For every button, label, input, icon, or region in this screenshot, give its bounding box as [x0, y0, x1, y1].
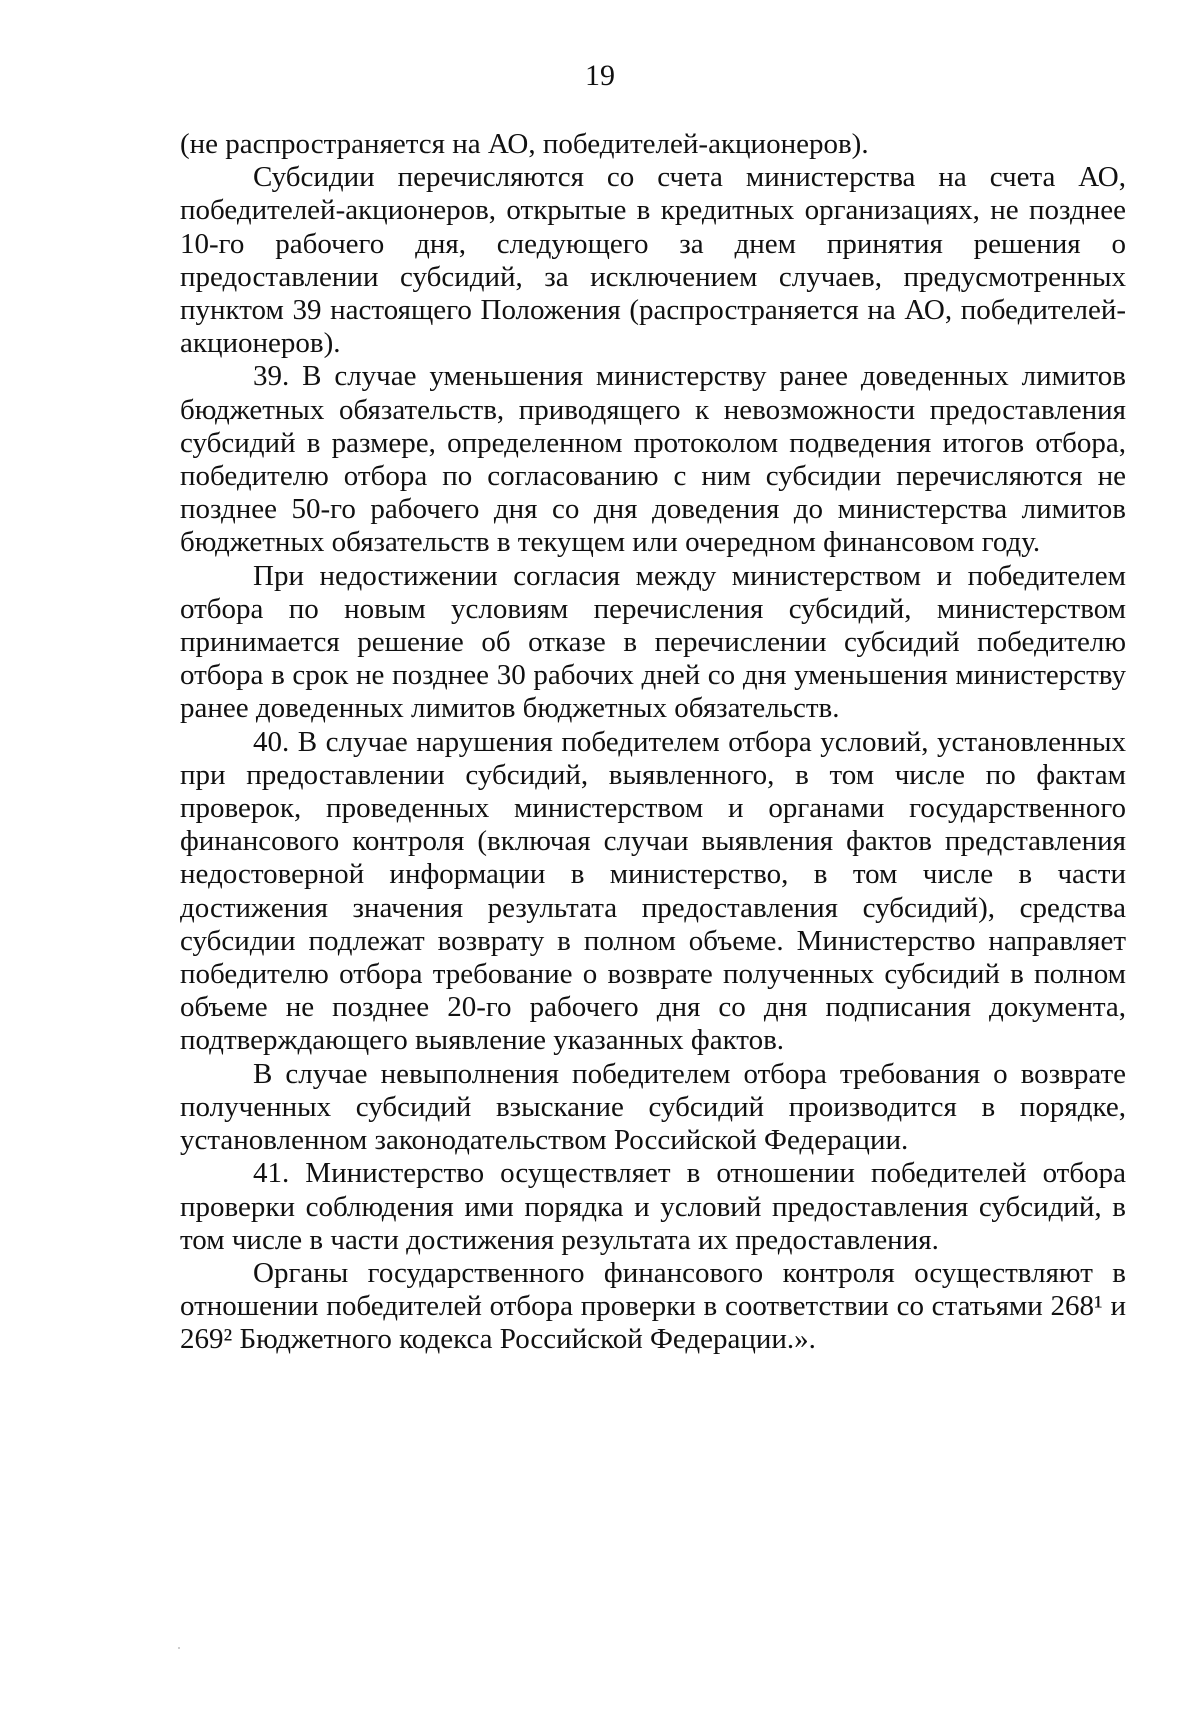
scan-artifact-dot [178, 1647, 180, 1649]
paragraph-financial-control: Органы государственного финансового контроля осуществляют в отношении победителей отбора проверки в соответствии со статьями 268¹ и 269² Бюджетного кодекса Российской Федерации.». [180, 1256, 1126, 1356]
page-number: 19 [585, 59, 615, 92]
paragraph-agreement-failure: При недостижении согласия между министерством и победителем отбора по новым условиям перечисления субсидий, министерством принимается решение об отказе в перечислении субсидий победителю отбора в срок не позднее 30 рабочих дней со дня уменьшения министерству ранее доведенных лимитов бюджетных обязательств. [180, 559, 1126, 725]
paragraph-continuation: (не распространяется на АО, победителей-акционеров). [180, 128, 869, 160]
paragraph-clause-39: 39. В случае уменьшения министерству ранее доведенных лимитов бюджетных обязательств, приводящего к невозможности предоставления субсидий в размере, определенном протоколом подведения итогов отбора, победителю отбора по согласованию с ним субсидии перечисляются не позднее 50-го рабочего дня со дня доведения до министерства лимитов бюджетных обязательств в текущем или очередном финансовом году. [180, 360, 1126, 559]
paragraph-subsidy-transfer: Субсидии перечисляются со счета министерства на счета АО, победителей-акционеров, открытые в кредитных организациях, не позднее 10-го рабочего дня, следующего за днем принятия решения о предоставлении субсидий, за исключением случаев, предусмотренных пунктом 39 настоящего Положения (распространяется на АО, победителей-акционеров). [180, 161, 1126, 360]
paragraph-clause-41: 41. Министерство осуществляет в отношении победителей отбора проверки соблюдения ими порядка и условий предоставления субсидий, в том числе в части достижения результата их предоставления. [180, 1157, 1126, 1256]
paragraph-recovery: В случае невыполнения победителем отбора требования о возврате полученных субсидий взыскание субсидий производится в порядке, установленном законодательством Российской Федерации. [180, 1057, 1126, 1157]
document-body [180, 128, 1126, 1357]
paragraph-clause-40: 40. В случае нарушения победителем отбора условий, установленных при предоставлении субсидий, выявленного, в том числе по фактам проверок, проведенных министерством и органами государственного финансового контроля (включая случаи выявления фактов представления недостоверной информации в министерство, в том числе в части достижения значения результата предоставления субсидий), средства субсидии подлежат возврату в полном объеме. Министерство направляет победителю отбора требование о возврате полученных субсидий в полном объеме не позднее 20-го рабочего дня со дня подписания документа, подтверждающего выявление указанных фактов. [180, 725, 1126, 1057]
